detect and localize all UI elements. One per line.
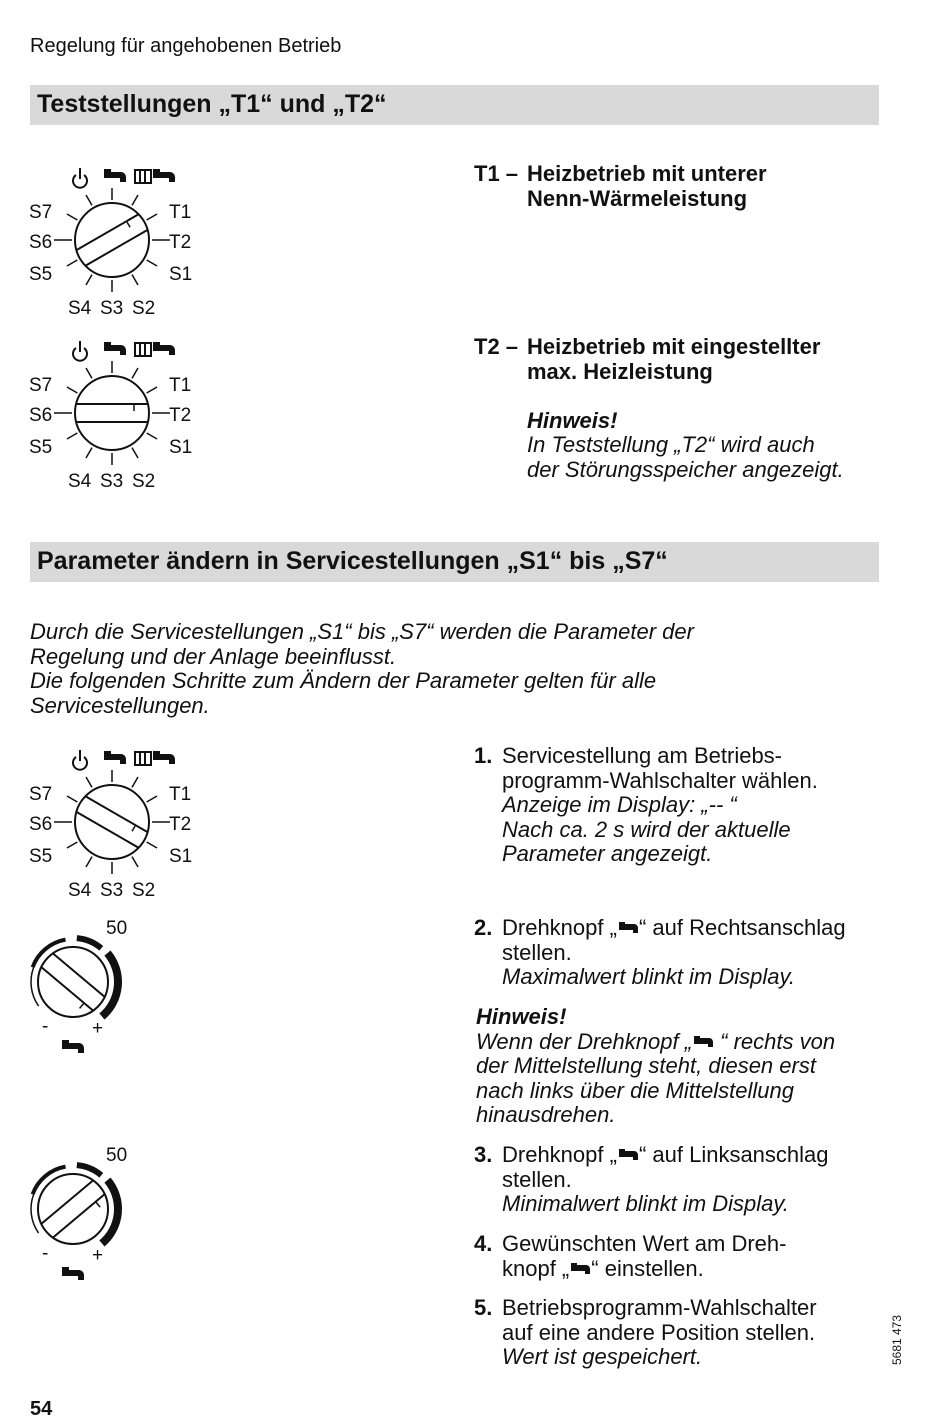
- radiator-tap-icon: [135, 342, 175, 356]
- note-hinweis: [476, 1005, 835, 1128]
- dial-label-s5: S5: [29, 264, 53, 285]
- radiator-tap-icon: [135, 751, 175, 765]
- step-5: [474, 1296, 817, 1370]
- dial-label-t2: T2: [169, 814, 192, 835]
- dial-tick: [147, 796, 157, 802]
- knob-circle: [38, 947, 108, 1017]
- text-line: In Teststellung „T2“ wird auch: [527, 432, 815, 458]
- text-line: Anzeige im Display: „-- “: [502, 792, 737, 818]
- running-header: Regelung für angehobenen Betrieb: [30, 35, 342, 57]
- power-icon: [73, 341, 87, 361]
- tap-icon: [569, 1261, 591, 1277]
- intro-paragraph: [30, 620, 694, 718]
- text-line: Nenn-Wärmeleistung: [527, 185, 748, 211]
- text-line: der Störungsspeicher angezeigt.: [527, 456, 844, 482]
- dial-label-s1: S1: [169, 264, 193, 285]
- radiator-tap-icon: [135, 169, 175, 183]
- text: “ auf Linksanschlag: [638, 1142, 829, 1167]
- text-line: Durch die Servicestellungen „S1“ bis „S7“ werden die Parameter der: [30, 619, 694, 644]
- text-line: stellen.: [502, 1166, 572, 1192]
- dial-tick: [132, 368, 138, 378]
- dial-label-s2: S2: [132, 880, 156, 901]
- dial-label-s6: S6: [29, 232, 53, 253]
- dial-tick: [67, 796, 77, 802]
- dial-label-s7: S7: [29, 375, 53, 396]
- scale-arc: [33, 940, 66, 968]
- step-2: [474, 916, 846, 990]
- text-line: Servicestellung am Betriebs-: [502, 743, 783, 768]
- text-line: Parameter angezeigt.: [502, 841, 713, 867]
- text-line: hinausdrehen.: [476, 1102, 616, 1128]
- text-line: Regelung und der Anlage beeinflusst.: [30, 643, 397, 669]
- document-number: 5681 473: [890, 1314, 905, 1366]
- dial-tick: [67, 842, 77, 848]
- dial-label-s4: S4: [68, 298, 92, 319]
- tap-icon: [692, 1034, 714, 1050]
- dial-tick: [132, 448, 138, 458]
- dial-tick: [147, 387, 157, 393]
- dial-tick: [132, 857, 138, 867]
- program-selector-dial-service: [20, 732, 220, 902]
- dial-label-s5: S5: [29, 846, 53, 867]
- text: “ einstellen.: [591, 1255, 704, 1281]
- dial-label-s6: S6: [29, 814, 53, 835]
- t1-label: T1 –: [474, 161, 519, 186]
- dial-pointer: [76, 796, 147, 847]
- text-line: max. Heizleistung: [527, 358, 713, 384]
- step-number: 4.: [474, 1231, 493, 1256]
- text-line: Gewünschten Wert am Dreh-: [502, 1231, 787, 1256]
- step-3: [474, 1143, 829, 1217]
- page-number: 54: [30, 1398, 53, 1420]
- heading-text: Parameter ändern in Servicestellungen „S1“ bis „S7“: [37, 547, 668, 575]
- knob-max-label: 50: [106, 1145, 128, 1166]
- dial-pointer: [76, 214, 147, 265]
- text-line: auf eine andere Position stellen.: [502, 1319, 816, 1345]
- dial-label-t1: T1: [169, 202, 192, 223]
- dial-tick: [86, 368, 92, 378]
- scale-arc: [77, 938, 101, 948]
- t1-description: [474, 162, 767, 211]
- dial-tick: [86, 777, 92, 787]
- dial-label-s3: S3: [100, 880, 124, 901]
- step-number: 3.: [474, 1142, 493, 1167]
- step-number: 2.: [474, 915, 493, 940]
- dial-tick: [132, 275, 138, 285]
- text-line: Heizbetrieb mit unterer: [527, 161, 767, 186]
- scale-arc: [102, 1180, 118, 1243]
- knob-circle: [38, 1174, 108, 1244]
- dial-label-s6: S6: [29, 405, 53, 426]
- dial-label-s3: S3: [100, 471, 124, 492]
- dial-label-t1: T1: [169, 784, 192, 805]
- knob-minus-label: -: [42, 1016, 49, 1037]
- text: “ rechts von: [714, 1028, 836, 1054]
- scale-arc: [102, 953, 118, 1016]
- section-heading-teststellungen: [30, 85, 879, 125]
- dial-label-s3: S3: [100, 298, 124, 319]
- text-line: Nach ca. 2 s wird der aktuelle: [502, 816, 791, 842]
- text-line: Die folgenden Schritte zum Ändern der Parameter gelten für alle: [30, 668, 657, 694]
- note-title: Hinweis!: [527, 407, 618, 433]
- dial-tick: [86, 448, 92, 458]
- power-icon: [73, 750, 87, 770]
- dial-tick: [67, 387, 77, 393]
- dial-tick: [147, 260, 157, 266]
- text: Drehknopf „: [502, 915, 617, 940]
- dial-label-s1: S1: [169, 437, 193, 458]
- text-line: Maximalwert blinkt im Display.: [502, 964, 795, 990]
- dial-pointer: [76, 404, 148, 422]
- tap-icon: [62, 1040, 84, 1053]
- step-4: [474, 1232, 786, 1281]
- tap-icon: [104, 342, 126, 355]
- step-number: 1.: [474, 743, 493, 768]
- dial-label-s7: S7: [29, 202, 53, 223]
- dial-label-s4: S4: [68, 880, 92, 901]
- text: “ auf Rechtsanschlag: [638, 915, 846, 940]
- dial-tick: [147, 214, 157, 220]
- heading-text: Teststellungen „T1“ und „T2“: [37, 90, 387, 118]
- dial-tick: [67, 214, 77, 220]
- tap-icon: [104, 751, 126, 764]
- dial-label-s5: S5: [29, 437, 53, 458]
- dial-tick: [147, 433, 157, 439]
- text-line: Heizbetrieb mit eingestellter: [527, 334, 821, 359]
- dial-label-t1: T1: [169, 375, 192, 396]
- power-icon: [73, 168, 87, 188]
- tap-icon: [617, 1147, 639, 1163]
- text-line: nach links über die Mittelstellung: [476, 1077, 794, 1103]
- dial-tick: [86, 857, 92, 867]
- note-title: Hinweis!: [476, 1004, 567, 1029]
- dial-tick: [132, 777, 138, 787]
- text: knopf „: [502, 1255, 570, 1281]
- step-1: [474, 744, 818, 867]
- dial-tick: [67, 433, 77, 439]
- program-selector-dial-t1: [20, 150, 220, 320]
- text-line: Minimalwert blinkt im Display.: [502, 1191, 789, 1217]
- text-line: programm-Wahlschalter wählen.: [502, 767, 818, 793]
- tap-icon: [617, 920, 639, 936]
- dial-label-t2: T2: [169, 405, 192, 426]
- dial-tick: [67, 260, 77, 266]
- text: Drehknopf „: [502, 1142, 617, 1167]
- text: Wenn der Drehknopf „: [476, 1028, 693, 1054]
- tap-icon: [104, 169, 126, 182]
- program-selector-dial-t2: [20, 323, 220, 493]
- dial-label-s2: S2: [132, 471, 156, 492]
- knob-minus-label: -: [42, 1243, 49, 1264]
- tap-icon: [62, 1267, 84, 1280]
- dial-label-s2: S2: [132, 298, 156, 319]
- knob-plus-label: +: [92, 1245, 104, 1266]
- text-line: stellen.: [502, 939, 572, 965]
- hot-water-knob-left-stop: [20, 1137, 160, 1297]
- dial-label-t2: T2: [169, 232, 192, 253]
- knob-plus-label: +: [92, 1018, 104, 1039]
- dial-tick: [147, 842, 157, 848]
- text-line: Wert ist gespeichert.: [502, 1344, 703, 1370]
- dial-label-s7: S7: [29, 784, 53, 805]
- t2-description: [474, 335, 844, 483]
- step-number: 5.: [474, 1295, 493, 1320]
- section-heading-parameter: [30, 542, 879, 582]
- dial-label-s4: S4: [68, 471, 92, 492]
- dial-tick: [132, 195, 138, 205]
- t2-label: T2 –: [474, 334, 519, 359]
- dial-tick: [86, 195, 92, 205]
- dial-circle: [75, 376, 149, 450]
- scale-arc: [77, 1165, 101, 1175]
- text-line: Servicestellungen.: [30, 692, 210, 718]
- hot-water-knob-right-stop: [20, 910, 160, 1070]
- text-line: der Mittelstellung steht, diesen erst: [476, 1053, 816, 1079]
- dial-label-s1: S1: [169, 846, 193, 867]
- knob-max-label: 50: [106, 918, 128, 939]
- dial-tick: [86, 275, 92, 285]
- text-line: Betriebsprogramm-Wahlschalter: [502, 1295, 817, 1320]
- scale-arc: [33, 1167, 66, 1195]
